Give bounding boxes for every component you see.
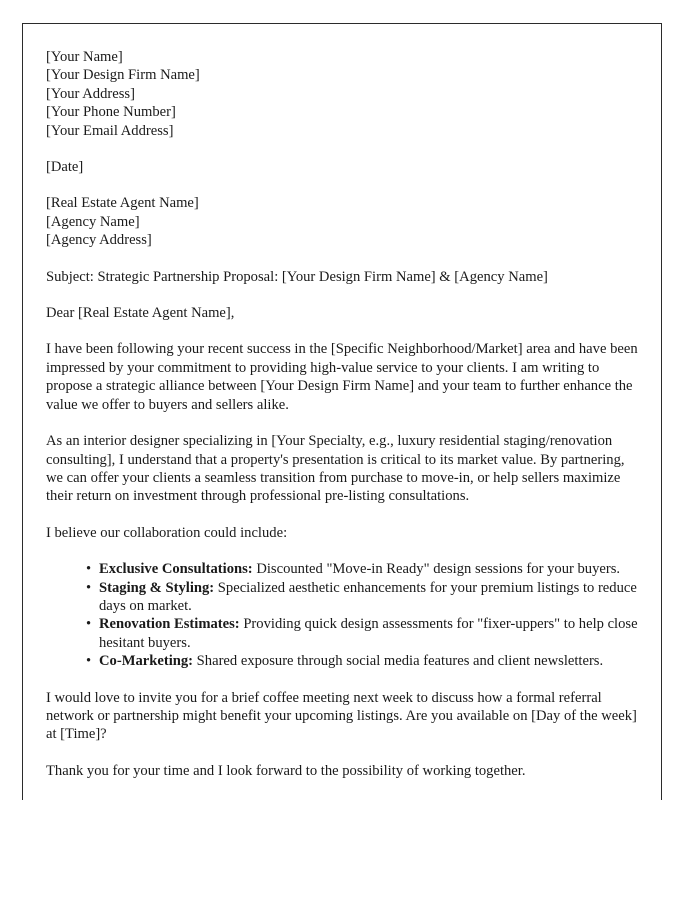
list-item xyxy=(86,560,642,578)
sender-email-address: [Your Email Address] xyxy=(46,122,174,139)
list-item xyxy=(86,579,642,616)
subject-line: Subject: Strategic Partnership Proposal: [Your Design Firm Name] & [Agency Name] xyxy=(46,268,548,285)
list-intro-line: I believe our collaboration could include: xyxy=(46,524,288,541)
list-item xyxy=(86,652,642,670)
offer-item-lead: Co-Marketing: xyxy=(99,653,194,670)
recipient-agent-name: [Real Estate Agent Name] xyxy=(46,195,199,212)
offer-item-body: Providing quick design assessments for "fixer-uppers" to help close hesitant buyers. xyxy=(99,616,638,651)
sender-firm-name: [Your Design Firm Name] xyxy=(46,67,200,84)
collaboration-offer-list xyxy=(46,560,642,670)
offer-item-body: Specialized aesthetic enhancements for your premium listings to reduce days on market. xyxy=(99,579,637,614)
body-paragraph-1: I have been following your recent success in the [Specific Neighborhood/Market] area and have been impressed by your commitment to providing high-value service to your clients. I am writing to propose a strategic alliance between [Your Design Firm Name] and your team to further enhance the value we offer to buyers and sellers alike. xyxy=(46,341,638,413)
sender-name: [Your Name] xyxy=(46,49,123,65)
offer-item-lead: Exclusive Consultations: xyxy=(99,561,253,578)
sender-address-block xyxy=(46,48,642,140)
recipient-address-block xyxy=(46,194,642,249)
body-paragraph-2: As an interior designer specializing in [Your Specialty, e.g., luxury residential staging/renovation consulting], I understand that a property's presentation is critical to its market value. By partnering, we can offer your clients a seamless transition from purchase to move-in, or help sellers maximize their return on investment through professional pre-listing consultations. xyxy=(46,433,625,505)
recipient-agency-name: [Agency Name] xyxy=(46,213,140,230)
body-paragraph-4: Thank you for your time and I look forward to the possibility of working together. xyxy=(46,762,526,779)
letter-body xyxy=(46,48,642,798)
offer-item-body: Discounted "Move-in Ready" design sessions for your buyers. xyxy=(252,561,621,578)
recipient-agency-address: [Agency Address] xyxy=(46,232,152,249)
salutation: Dear [Real Estate Agent Name], xyxy=(46,305,235,322)
date-line: [Date] xyxy=(46,159,84,176)
offer-item-body: Shared exposure through social media features and client newsletters. xyxy=(193,653,604,670)
sender-address: [Your Address] xyxy=(46,85,135,102)
offer-item-lead: Renovation Estimates: xyxy=(99,616,240,633)
offer-item-lead: Staging & Styling: xyxy=(99,579,215,596)
sender-phone-number: [Your Phone Number] xyxy=(46,104,176,121)
date-block xyxy=(46,158,642,176)
list-item xyxy=(86,615,642,652)
body-paragraph-3: I would love to invite you for a brief coffee meeting next week to discuss how a formal referral network or partnership might benefit your upcoming listings. Are you available on [Day of the week] at [Time]? xyxy=(46,689,637,743)
